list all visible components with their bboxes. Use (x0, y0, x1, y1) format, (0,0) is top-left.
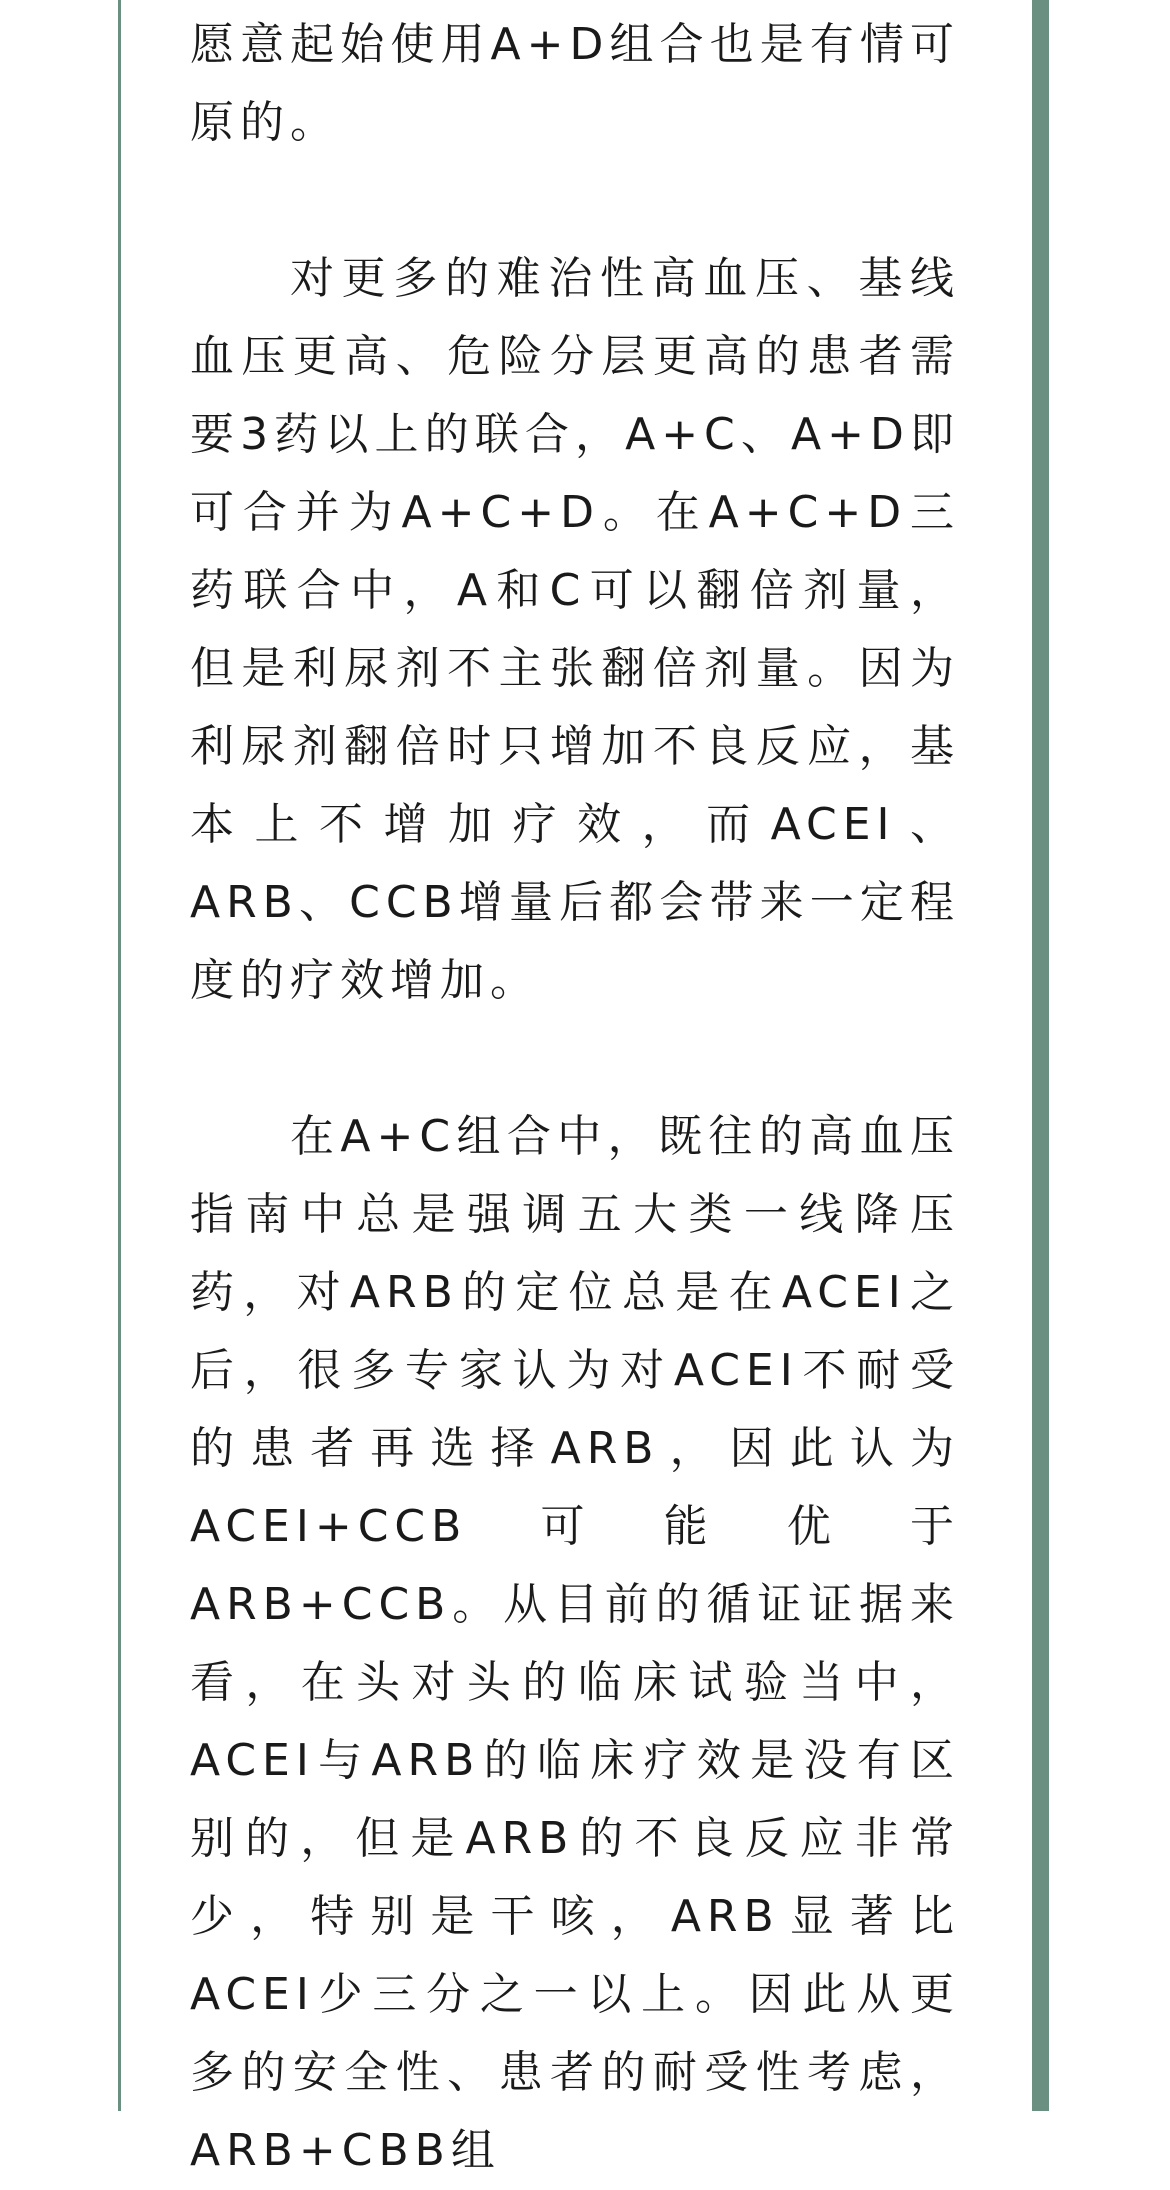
article-body (190, 6, 960, 2190)
paragraph-3: 在A+C组合中，既往的高血压指南中总是强调五大类一线降压药，对ARB的定位总是在ACEI之后，很多专家认为对ACEI不耐受的患者再选择ARB，因此认为ACEI+CCB可能优于ARB+CCB。从目前的循证证据来看，在头对头的临床试验当中，ACEI与ARB的临床疗效是没有区别的，但是ARB的不良反应非常少，特别是干咳，ARB显著比ACEI少三分之一以上。因此从更多的安全性、患者的耐受性考虑，ARB+CBB组 (190, 1111, 960, 2176)
left-border-line (118, 0, 121, 2111)
right-border-bar (1032, 0, 1049, 2111)
paragraph-2: 对更多的难治性高血压、基线血压更高、危险分层更高的患者需要3药以上的联合，A+C、A+D即可合并为A+C+D。在A+C+D三药联合中，A和C可以翻倍剂量，但是利尿剂不主张翻倍剂量。因为利尿剂翻倍时只增加不良反应，基本上不增加疗效，而ACEI、ARB、CCB增量后都会带来一定程度的疗效增加。 (190, 253, 960, 1006)
paragraph-1: 愿意起始使用A+D组合也是有情可原的。 (190, 19, 960, 148)
